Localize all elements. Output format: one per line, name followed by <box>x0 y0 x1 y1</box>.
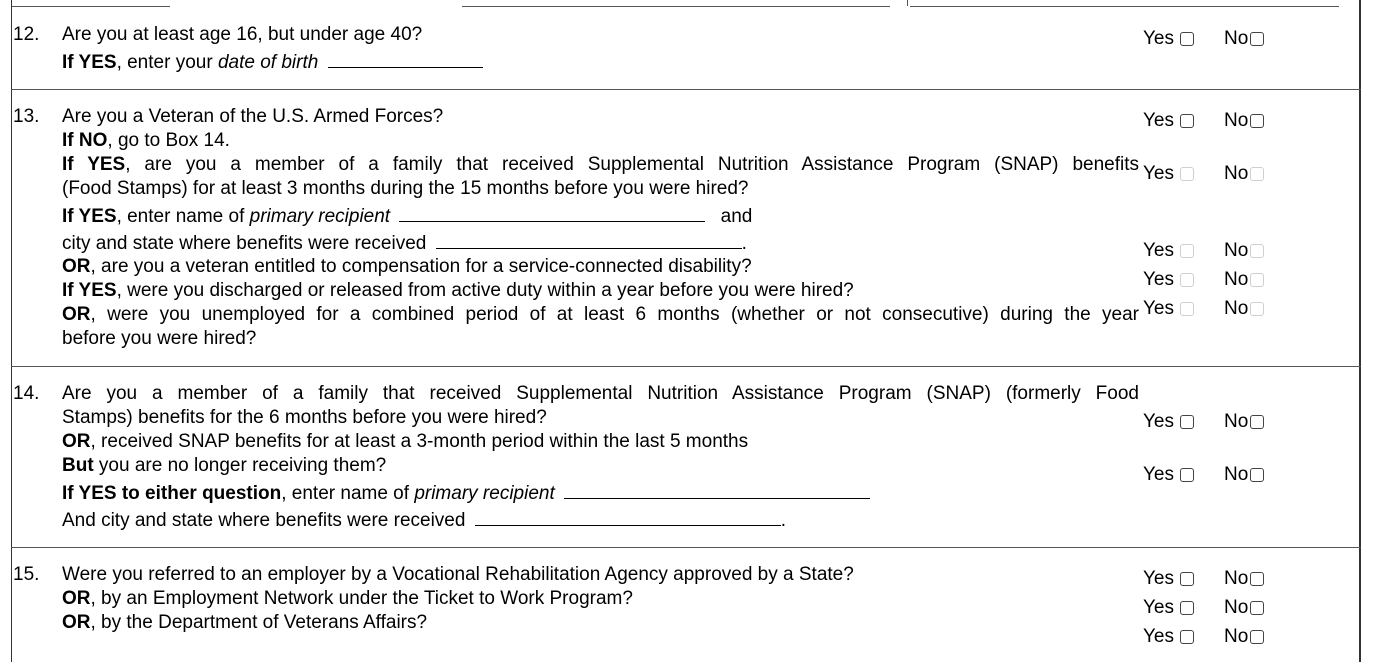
no-label: No <box>1224 597 1249 618</box>
no-label: No <box>1224 626 1249 647</box>
q13-if-yes-label-2: If YES <box>62 206 117 227</box>
q13-discharge-yes-checkbox[interactable] <box>1180 273 1194 287</box>
no-label: No <box>1224 298 1249 319</box>
q15-veterans-affairs <box>62 612 427 634</box>
q12-dob-prompt <box>62 49 483 74</box>
top-divider <box>907 0 908 6</box>
yes-label: Yes <box>1143 298 1174 319</box>
q14-or: OR <box>62 431 91 452</box>
q13-disability-text: , are you a veteran entitled to compensation for a service-connected disability? <box>90 256 752 277</box>
yes-label: Yes <box>1143 28 1174 49</box>
q13-veteran-no-checkbox[interactable] <box>1250 114 1264 128</box>
q14-alt-question <box>62 431 748 453</box>
q15-answer-1 <box>1143 568 1264 590</box>
q14-city-text: And city and state where benefits were received <box>62 510 466 531</box>
q14-alt-question-cont <box>62 455 386 477</box>
q15-employment-network <box>62 588 633 610</box>
divider-13-14 <box>11 366 1361 367</box>
q12-question: Are you at least age 16, but under age 40? <box>62 24 423 45</box>
q13-discharge-no-checkbox[interactable] <box>1250 273 1264 287</box>
q14-recipient-prompt <box>62 480 870 505</box>
q15-no-checkbox-3[interactable] <box>1250 630 1264 644</box>
q14-alt-text: , received SNAP benefits for at least a 3-month period within the last 5 months <box>90 431 749 452</box>
q14-recipient-label: primary recipient <box>414 483 555 504</box>
top-field-2[interactable] <box>462 0 890 7</box>
q13-if-yes-label-3: If YES <box>62 280 117 301</box>
q13-city-input[interactable] <box>436 230 742 249</box>
q13-snap-text: , are you a member of a family that received Supplemental Nutrition Assistance Program (SNAP) benefits <box>125 154 1139 175</box>
q13-recipient-text: , enter name of <box>116 206 250 227</box>
q12-no-checkbox[interactable] <box>1250 32 1264 46</box>
q14-number: 14. <box>13 383 40 404</box>
q13-snap-no-checkbox[interactable] <box>1250 167 1264 181</box>
q13-unemployed-question <box>62 304 1139 326</box>
q14-recipient-input[interactable] <box>564 480 870 499</box>
yes-label: Yes <box>1143 163 1174 184</box>
q15-en-text: , by an Employment Network under the Ticket to Work Program? <box>90 588 633 609</box>
q13-recipient-input[interactable] <box>399 203 705 222</box>
q14-question: Are you a member of a family that received Supplemental Nutrition Assistance Program (SNAP) (formerly Food <box>62 383 1139 404</box>
no-label: No <box>1224 163 1249 184</box>
q12-yes-checkbox[interactable] <box>1180 32 1194 46</box>
q13-or-2: OR <box>62 304 91 325</box>
q15-or-2: OR <box>62 612 91 633</box>
no-label: No <box>1224 28 1249 49</box>
q13-period: . <box>741 233 747 254</box>
yes-label: Yes <box>1143 568 1174 589</box>
q13-veteran-answer <box>1143 110 1264 132</box>
yes-label: Yes <box>1143 411 1174 432</box>
q14-period: . <box>780 510 787 531</box>
q15-answer-2 <box>1143 597 1264 619</box>
q15-number: 15. <box>13 564 40 585</box>
yes-label: Yes <box>1143 110 1174 131</box>
q14-yes-checkbox-1[interactable] <box>1180 415 1194 429</box>
q13-number: 13. <box>13 106 40 127</box>
q12-text: , enter your <box>116 52 218 73</box>
q13-city-text: city and state where benefits were received <box>62 233 427 254</box>
q13-veteran-yes-checkbox[interactable] <box>1180 114 1194 128</box>
q15-no-checkbox-2[interactable] <box>1250 601 1264 615</box>
yes-label: Yes <box>1143 269 1174 290</box>
q14-answer-1 <box>1143 411 1264 433</box>
q15-no-checkbox-1[interactable] <box>1250 572 1264 586</box>
q15-question: Were you referred to an employer by a Vocational Rehabilitation Agency approved by a State? <box>62 564 854 585</box>
yes-label: Yes <box>1143 240 1174 261</box>
q13-snap-question <box>62 154 1139 176</box>
q13-unemployed-no-checkbox[interactable] <box>1250 302 1264 316</box>
q15-answer-3 <box>1143 626 1264 648</box>
q14-question-cont: Stamps) benefits for the 6 months before you were hired? <box>62 407 547 428</box>
q13-question: Are you a Veteran of the U.S. Armed Forces? <box>62 106 444 127</box>
q13-and: and <box>720 206 753 227</box>
q14-recipient-text: , enter name of <box>281 483 415 504</box>
q13-unemployed-text: , were you unemployed for a combined period of at least 6 months (whether or not consecutive) during the year <box>90 304 1139 325</box>
no-label: No <box>1224 411 1249 432</box>
yes-label: Yes <box>1143 626 1174 647</box>
q13-recipient-label: primary recipient <box>249 206 391 227</box>
q12-if-yes: If YES <box>62 52 117 73</box>
divider-14-15 <box>11 547 1361 548</box>
q14-city-prompt <box>62 507 786 532</box>
q12-dob-input[interactable] <box>328 49 483 68</box>
no-label: No <box>1224 240 1249 261</box>
q13-discharge-answer <box>1143 269 1264 291</box>
q13-city-prompt <box>62 230 747 255</box>
q15-yes-checkbox-1[interactable] <box>1180 572 1194 586</box>
q12-dob-label: date of birth <box>217 52 319 73</box>
q13-unemployed-answer <box>1143 298 1264 320</box>
q14-city-input[interactable] <box>475 507 781 526</box>
q15-yes-checkbox-2[interactable] <box>1180 601 1194 615</box>
yes-label: Yes <box>1143 597 1174 618</box>
q14-but: But <box>62 455 94 476</box>
q13-disability-question <box>62 256 752 278</box>
q13-snap-answer <box>1143 163 1264 185</box>
q15-or-1: OR <box>62 588 91 609</box>
q13-if-yes-label: If YES <box>62 154 126 175</box>
q12-number: 12. <box>13 24 40 45</box>
top-field-1[interactable] <box>12 0 170 7</box>
q13-recipient-prompt <box>62 203 752 228</box>
q14-if-yes-label: If YES to either question <box>62 483 282 504</box>
q15-va-text: , by the Department of Veterans Affairs? <box>90 612 428 633</box>
divider-12-13 <box>11 89 1361 90</box>
q13-snap-question-cont: (Food Stamps) for at least 3 months during the 15 months before you were hired? <box>62 178 749 199</box>
q15-yes-checkbox-3[interactable] <box>1180 630 1194 644</box>
q13-if-no <box>62 130 230 152</box>
q13-or-1: OR <box>62 256 91 277</box>
no-label: No <box>1224 110 1249 131</box>
q13-unemployed-question-cont: before you were hired? <box>62 328 257 349</box>
q13-disability-no-checkbox[interactable] <box>1250 244 1264 258</box>
q13-disability-yes-checkbox[interactable] <box>1180 244 1194 258</box>
q13-discharge-text: , were you discharged or released from active duty within a year before you were hired? <box>116 280 854 301</box>
no-label: No <box>1224 464 1249 485</box>
q14-answer-2 <box>1143 464 1264 486</box>
yes-label: Yes <box>1143 464 1174 485</box>
no-label: No <box>1224 568 1249 589</box>
q12-answer <box>1143 28 1264 50</box>
q14-but-text: you are no longer receiving them? <box>93 455 387 476</box>
q13-disability-answer <box>1143 240 1264 262</box>
q13-if-no-text: , go to Box 14. <box>107 130 230 151</box>
no-label: No <box>1224 269 1249 290</box>
q13-snap-yes-checkbox[interactable] <box>1180 167 1194 181</box>
q14-no-checkbox-1[interactable] <box>1250 415 1264 429</box>
q14-no-checkbox-2[interactable] <box>1250 468 1264 482</box>
top-field-3[interactable] <box>910 0 1339 7</box>
q13-discharge-question <box>62 280 854 302</box>
q13-if-no-label: If NO <box>62 130 108 151</box>
q13-unemployed-yes-checkbox[interactable] <box>1180 302 1194 316</box>
q14-yes-checkbox-2[interactable] <box>1180 468 1194 482</box>
